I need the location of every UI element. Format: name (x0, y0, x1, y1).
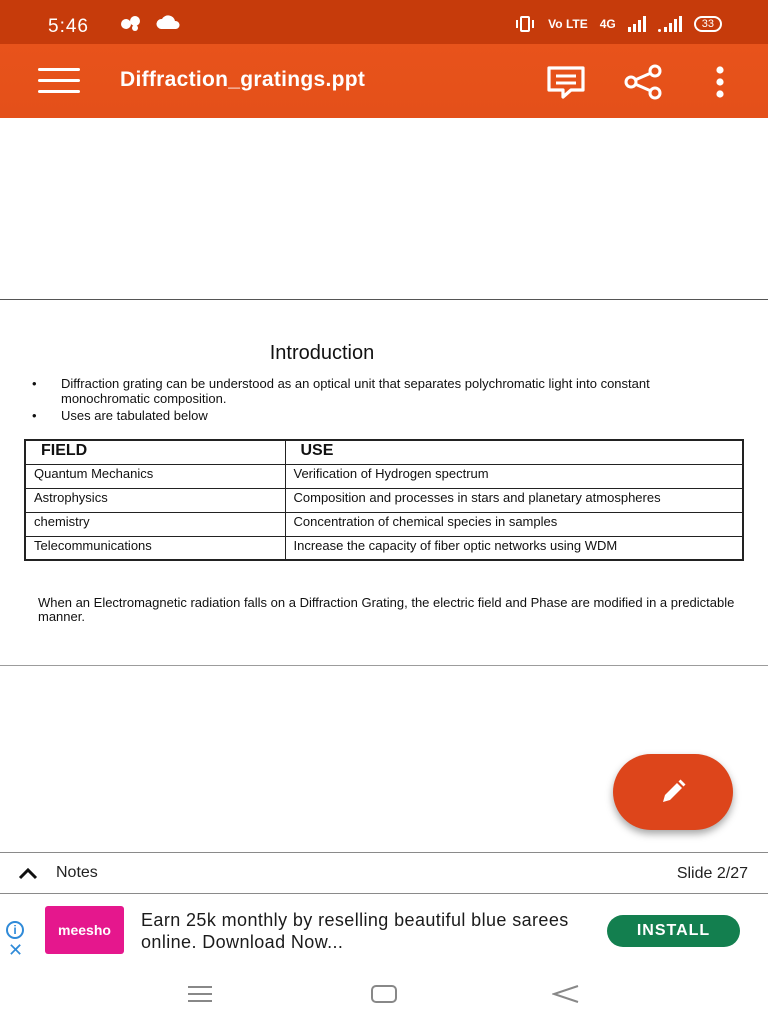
slide-counter: Slide 2/27 (676, 865, 748, 882)
install-button[interactable]: INSTALL (607, 915, 740, 947)
status-right-icons (514, 16, 722, 32)
table-row (25, 488, 743, 512)
ad-close-icon[interactable]: ✕ (8, 940, 24, 960)
signal-icon (628, 16, 646, 32)
ad-banner[interactable] (0, 895, 768, 965)
share-icon[interactable] (622, 64, 666, 100)
menu-icon[interactable] (38, 68, 80, 94)
document-title: Diffraction_gratings.ppt (120, 68, 366, 91)
ad-logo[interactable]: meesho (45, 906, 124, 954)
more-vert-icon[interactable] (700, 64, 740, 100)
vibrate-icon (514, 16, 536, 32)
top-bar (0, 0, 768, 118)
volte-label: Vo LTE (548, 17, 588, 31)
table-header-row (25, 440, 743, 464)
recents-icon[interactable] (186, 984, 214, 1009)
uses-table (24, 439, 744, 561)
signal-icon-2 (658, 16, 682, 32)
notes-bar (0, 852, 768, 894)
back-icon[interactable] (552, 984, 580, 1009)
status-left-icons (118, 14, 182, 32)
pencil-icon (659, 778, 687, 806)
ad-text[interactable]: Earn 25k monthly by reselling beautiful blue sarees online. Download Now... (141, 910, 569, 952)
table-cell: Composition and processes in stars and planetary atmospheres (285, 488, 743, 512)
table-cell: Verification of Hydrogen spectrum (285, 464, 743, 488)
table-row (25, 512, 743, 536)
slide-bullets (32, 376, 712, 425)
slide-footer-text: When an Electromagnetic radiation falls on a Diffraction Grating, the electric field and Phase are modified in a predictable manner. (38, 595, 735, 624)
status-bar (0, 0, 768, 44)
notes-icon[interactable] (545, 64, 589, 100)
table-row (25, 536, 743, 560)
chevron-up-icon (18, 866, 38, 880)
app-bar (0, 44, 768, 118)
bullet-item: • Diffraction grating can be understood as an optical unit that separates polychromatic light into constant monochromatic composition. (32, 376, 712, 406)
notes-toggle[interactable] (18, 864, 98, 882)
home-icon[interactable] (370, 984, 398, 1009)
table-cell: Telecommunications (25, 536, 285, 560)
edit-fab-button[interactable] (613, 754, 733, 830)
bullet-item: • Uses are tabulated below (32, 408, 712, 423)
table-header-use: USE (285, 440, 743, 464)
table-cell: Increase the capacity of fiber optic networks using WDM (285, 536, 743, 560)
notes-label: Notes (56, 864, 98, 881)
cloud-icon (156, 15, 182, 31)
table-header-field: FIELD (25, 440, 285, 464)
network-label: 4G (599, 17, 616, 31)
ad-info-icon[interactable]: i (6, 921, 24, 939)
slide-title: Introduction (269, 342, 375, 364)
status-time: 5:46 (48, 16, 89, 37)
table-cell: Concentration of chemical species in samples (285, 512, 743, 536)
current-slide[interactable] (0, 301, 768, 666)
table-cell: Quantum Mechanics (25, 464, 285, 488)
notification-app-icon (118, 14, 144, 32)
table-cell: chemistry (25, 512, 285, 536)
table-row (25, 464, 743, 488)
table-cell: Astrophysics (25, 488, 285, 512)
previous-slide[interactable] (0, 118, 768, 300)
battery-indicator: 33 (694, 16, 722, 32)
system-nav-bar (0, 966, 768, 1024)
